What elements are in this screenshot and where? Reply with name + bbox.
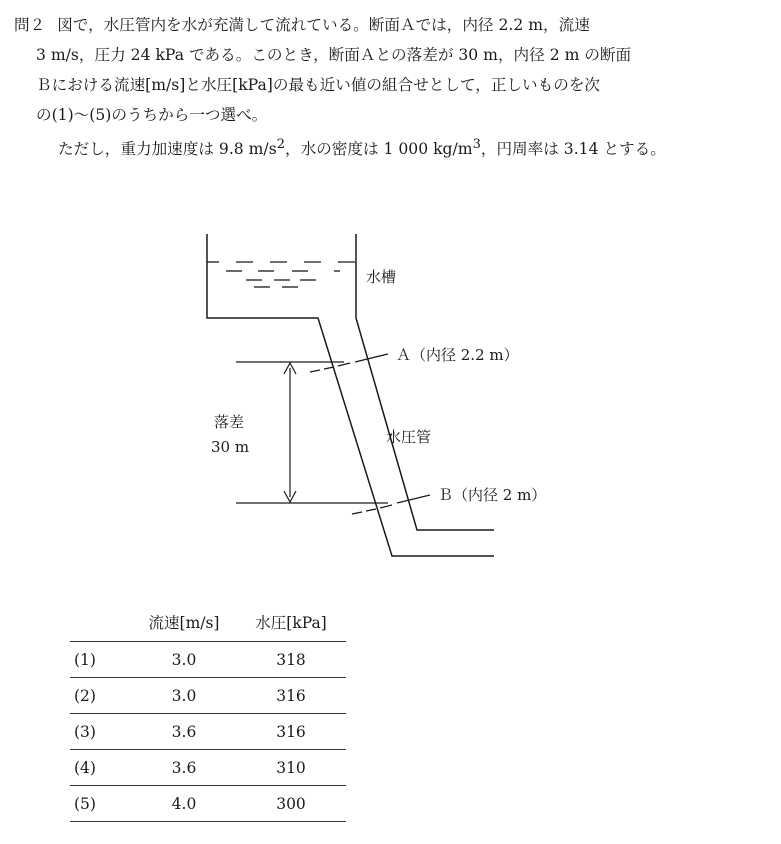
table-row: [70, 750, 346, 786]
water-surface: [207, 262, 355, 287]
question-line-2: 3 m/s，圧力 24 kPa である。このとき，断面Ａとの落差が 30 m，内径 2 m の断面: [36, 46, 632, 64]
choice-pressure: 318: [276, 650, 306, 669]
table-header-row: [70, 603, 346, 642]
choice-number: (2): [74, 686, 96, 705]
choice-velocity: 3.6: [171, 722, 197, 741]
tank-label: 水槽: [366, 268, 397, 286]
choice-velocity: 3.0: [171, 650, 197, 669]
question-line-4: の(1)～(5)のうちから一つ選べ。: [36, 106, 268, 124]
pipe-label: 水圧管: [386, 428, 432, 446]
choice-pressure: 300: [276, 794, 306, 813]
section-a-mark: [310, 354, 388, 372]
choice-velocity: 3.6: [171, 758, 197, 777]
section-b-mark: [352, 495, 430, 514]
choice-number: (4): [74, 758, 96, 777]
table-header-pressure: 水圧[kPa]: [255, 614, 327, 632]
table-header-velocity: 流速[m/s]: [148, 614, 220, 632]
table-header-number: [70, 603, 132, 642]
choice-number: (5): [74, 794, 96, 813]
question-number: 問２: [14, 16, 46, 34]
choice-velocity: 4.0: [171, 794, 197, 813]
choice-pressure: 316: [276, 722, 306, 741]
section-b-label: Ｂ（内径 2 m）: [438, 486, 547, 504]
choices-table: [70, 603, 346, 822]
question-line-3: Ｂにおける流速[m/s]と水圧[kPa]の最も近い値の組合せとして，正しいものを次: [36, 76, 601, 94]
question-line-1: 問２ 図で，水圧管内を水が充満して流れている。断面Ａでは，内径 2.2 m，流速: [14, 16, 590, 34]
choice-pressure: 316: [276, 686, 306, 705]
table-row: [70, 642, 346, 678]
choice-number: (3): [74, 722, 96, 741]
section-a-label: Ａ（内径 2.2 m）: [396, 346, 519, 364]
head-label-2: 30 m: [211, 438, 250, 456]
choice-velocity: 3.0: [171, 686, 197, 705]
table-row: [70, 786, 346, 822]
choice-pressure: 310: [276, 758, 306, 777]
question-conditions: ただし，重力加速度は 9.8 $m/s^2$，水の密度は 1 000 $kg/m^3$，円周率は 3.14 とする。: [58, 137, 666, 159]
tank-left-pipe-outer-wall: [207, 234, 494, 556]
table-row: [70, 678, 346, 714]
table-row: [70, 714, 346, 750]
choice-number: (1): [74, 650, 96, 669]
head-label-1: 落差: [214, 413, 245, 431]
